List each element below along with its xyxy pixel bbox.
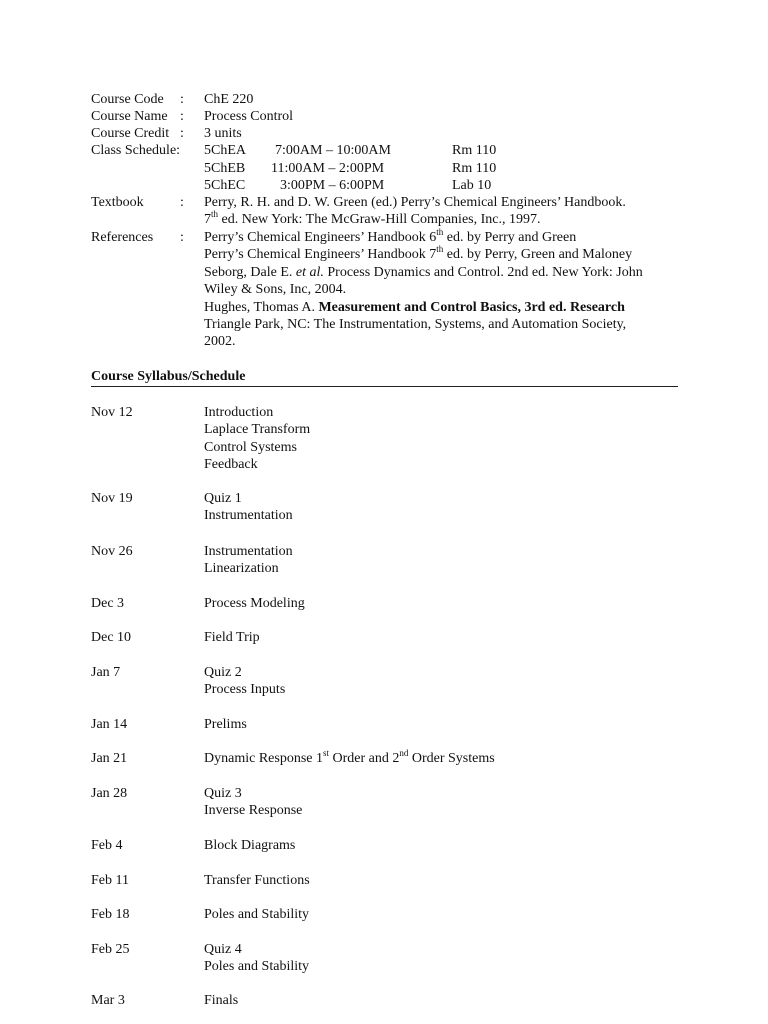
course-credit-value: 3 units xyxy=(204,126,242,141)
schedule-topic: Poles and Stability xyxy=(204,959,309,974)
schedule-topic: Finals xyxy=(204,993,239,1008)
colon: : xyxy=(180,195,184,210)
schedule-date: Feb 18 xyxy=(91,907,130,922)
reference-item-continued: 2002. xyxy=(204,334,236,349)
references-label: References xyxy=(91,230,154,245)
schedule-date: Jan 28 xyxy=(91,786,128,801)
reference-item: Seborg, Dale E. et al. Process Dynamics and Control. 2nd ed. New York: John xyxy=(204,265,643,280)
schedule-topic: Quiz 2 xyxy=(204,665,242,680)
schedule-topic: Quiz 4 xyxy=(204,942,242,957)
reference-item: Perry’s Chemical Engineers’ Handbook 6th ed. by Perry and Green xyxy=(204,227,577,245)
section-room: Rm 110 xyxy=(452,161,497,176)
section-time: 11:00AM – 2:00PM xyxy=(271,161,385,176)
schedule-date: Dec 3 xyxy=(91,596,125,611)
schedule-date: Jan 7 xyxy=(91,665,121,680)
schedule-date: Feb 4 xyxy=(91,838,123,853)
schedule-topic: Inverse Response xyxy=(204,803,303,818)
section-room: Rm 110 xyxy=(452,143,497,158)
syllabus-heading: Course Syllabus/Schedule xyxy=(91,369,246,384)
schedule-topic: Quiz 3 xyxy=(204,786,242,801)
schedule-topic: Process Inputs xyxy=(204,682,286,697)
schedule-date: Jan 14 xyxy=(91,717,128,732)
section-name: 5ChEA xyxy=(204,143,246,158)
schedule-topic: Linearization xyxy=(204,561,279,576)
course-code-label: Course Code xyxy=(91,92,164,107)
schedule-topic: Poles and Stability xyxy=(204,907,309,922)
schedule-topic: Laplace Transform xyxy=(204,422,311,437)
schedule-topic: Introduction xyxy=(204,405,274,420)
reference-item-continued: Wiley & Sons, Inc, 2004. xyxy=(204,282,347,297)
schedule-date: Feb 25 xyxy=(91,942,130,957)
textbook-line: 7th ed. New York: The McGraw-Hill Companies, Inc., 1997. xyxy=(204,209,541,227)
colon: : xyxy=(180,230,184,245)
schedule-topic: Quiz 1 xyxy=(204,491,242,506)
schedule-topic: Instrumentation xyxy=(204,544,293,559)
schedule-topic: Block Diagrams xyxy=(204,838,296,853)
schedule-date: Mar 3 xyxy=(91,993,125,1008)
section-room: Lab 10 xyxy=(452,178,492,193)
schedule-topic: Process Modeling xyxy=(204,596,305,611)
section-name: 5ChEC xyxy=(204,178,246,193)
course-name-value: Process Control xyxy=(204,109,294,124)
schedule-topic: Transfer Functions xyxy=(204,873,310,888)
schedule-date: Jan 21 xyxy=(91,751,128,766)
schedule-date: Nov 12 xyxy=(91,405,133,420)
schedule-date: Dec 10 xyxy=(91,630,132,645)
schedule-topic: Feedback xyxy=(204,457,258,472)
course-name-label: Course Name xyxy=(91,109,168,124)
schedule-topic: Dynamic Response 1st Order and 2nd Order Systems xyxy=(204,748,495,766)
schedule-topic: Control Systems xyxy=(204,440,297,455)
textbook-line: Perry, R. H. and D. W. Green (ed.) Perry’s Chemical Engineers’ Handbook. xyxy=(204,195,626,210)
section-time: 3:00PM – 6:00PM xyxy=(280,178,385,193)
reference-item-continued: Triangle Park, NC: The Instrumentation, Systems, and Automation Society, xyxy=(204,317,627,332)
schedule-topic: Instrumentation xyxy=(204,508,293,523)
course-credit-label: Course Credit xyxy=(91,126,170,141)
reference-item: Hughes, Thomas A. Measurement and Control Basics, 3rd ed. Research xyxy=(204,300,625,315)
class-schedule-label: Class Schedule: xyxy=(91,143,181,158)
schedule-date: Nov 26 xyxy=(91,544,133,559)
schedule-topic: Field Trip xyxy=(204,630,260,645)
section-name: 5ChEB xyxy=(204,161,246,176)
schedule-date: Feb 11 xyxy=(91,873,129,888)
colon: : xyxy=(180,92,184,107)
course-code-value: ChE 220 xyxy=(204,92,254,107)
textbook-label: Textbook xyxy=(91,195,144,210)
colon: : xyxy=(180,109,184,124)
reference-item: Perry’s Chemical Engineers’ Handbook 7th ed. by Perry, Green and Maloney xyxy=(204,244,633,262)
schedule-date: Nov 19 xyxy=(91,491,133,506)
schedule-topic: Prelims xyxy=(204,717,247,732)
colon: : xyxy=(180,126,184,141)
heading-divider xyxy=(91,386,678,387)
section-time: 7:00AM – 10:00AM xyxy=(275,143,391,158)
